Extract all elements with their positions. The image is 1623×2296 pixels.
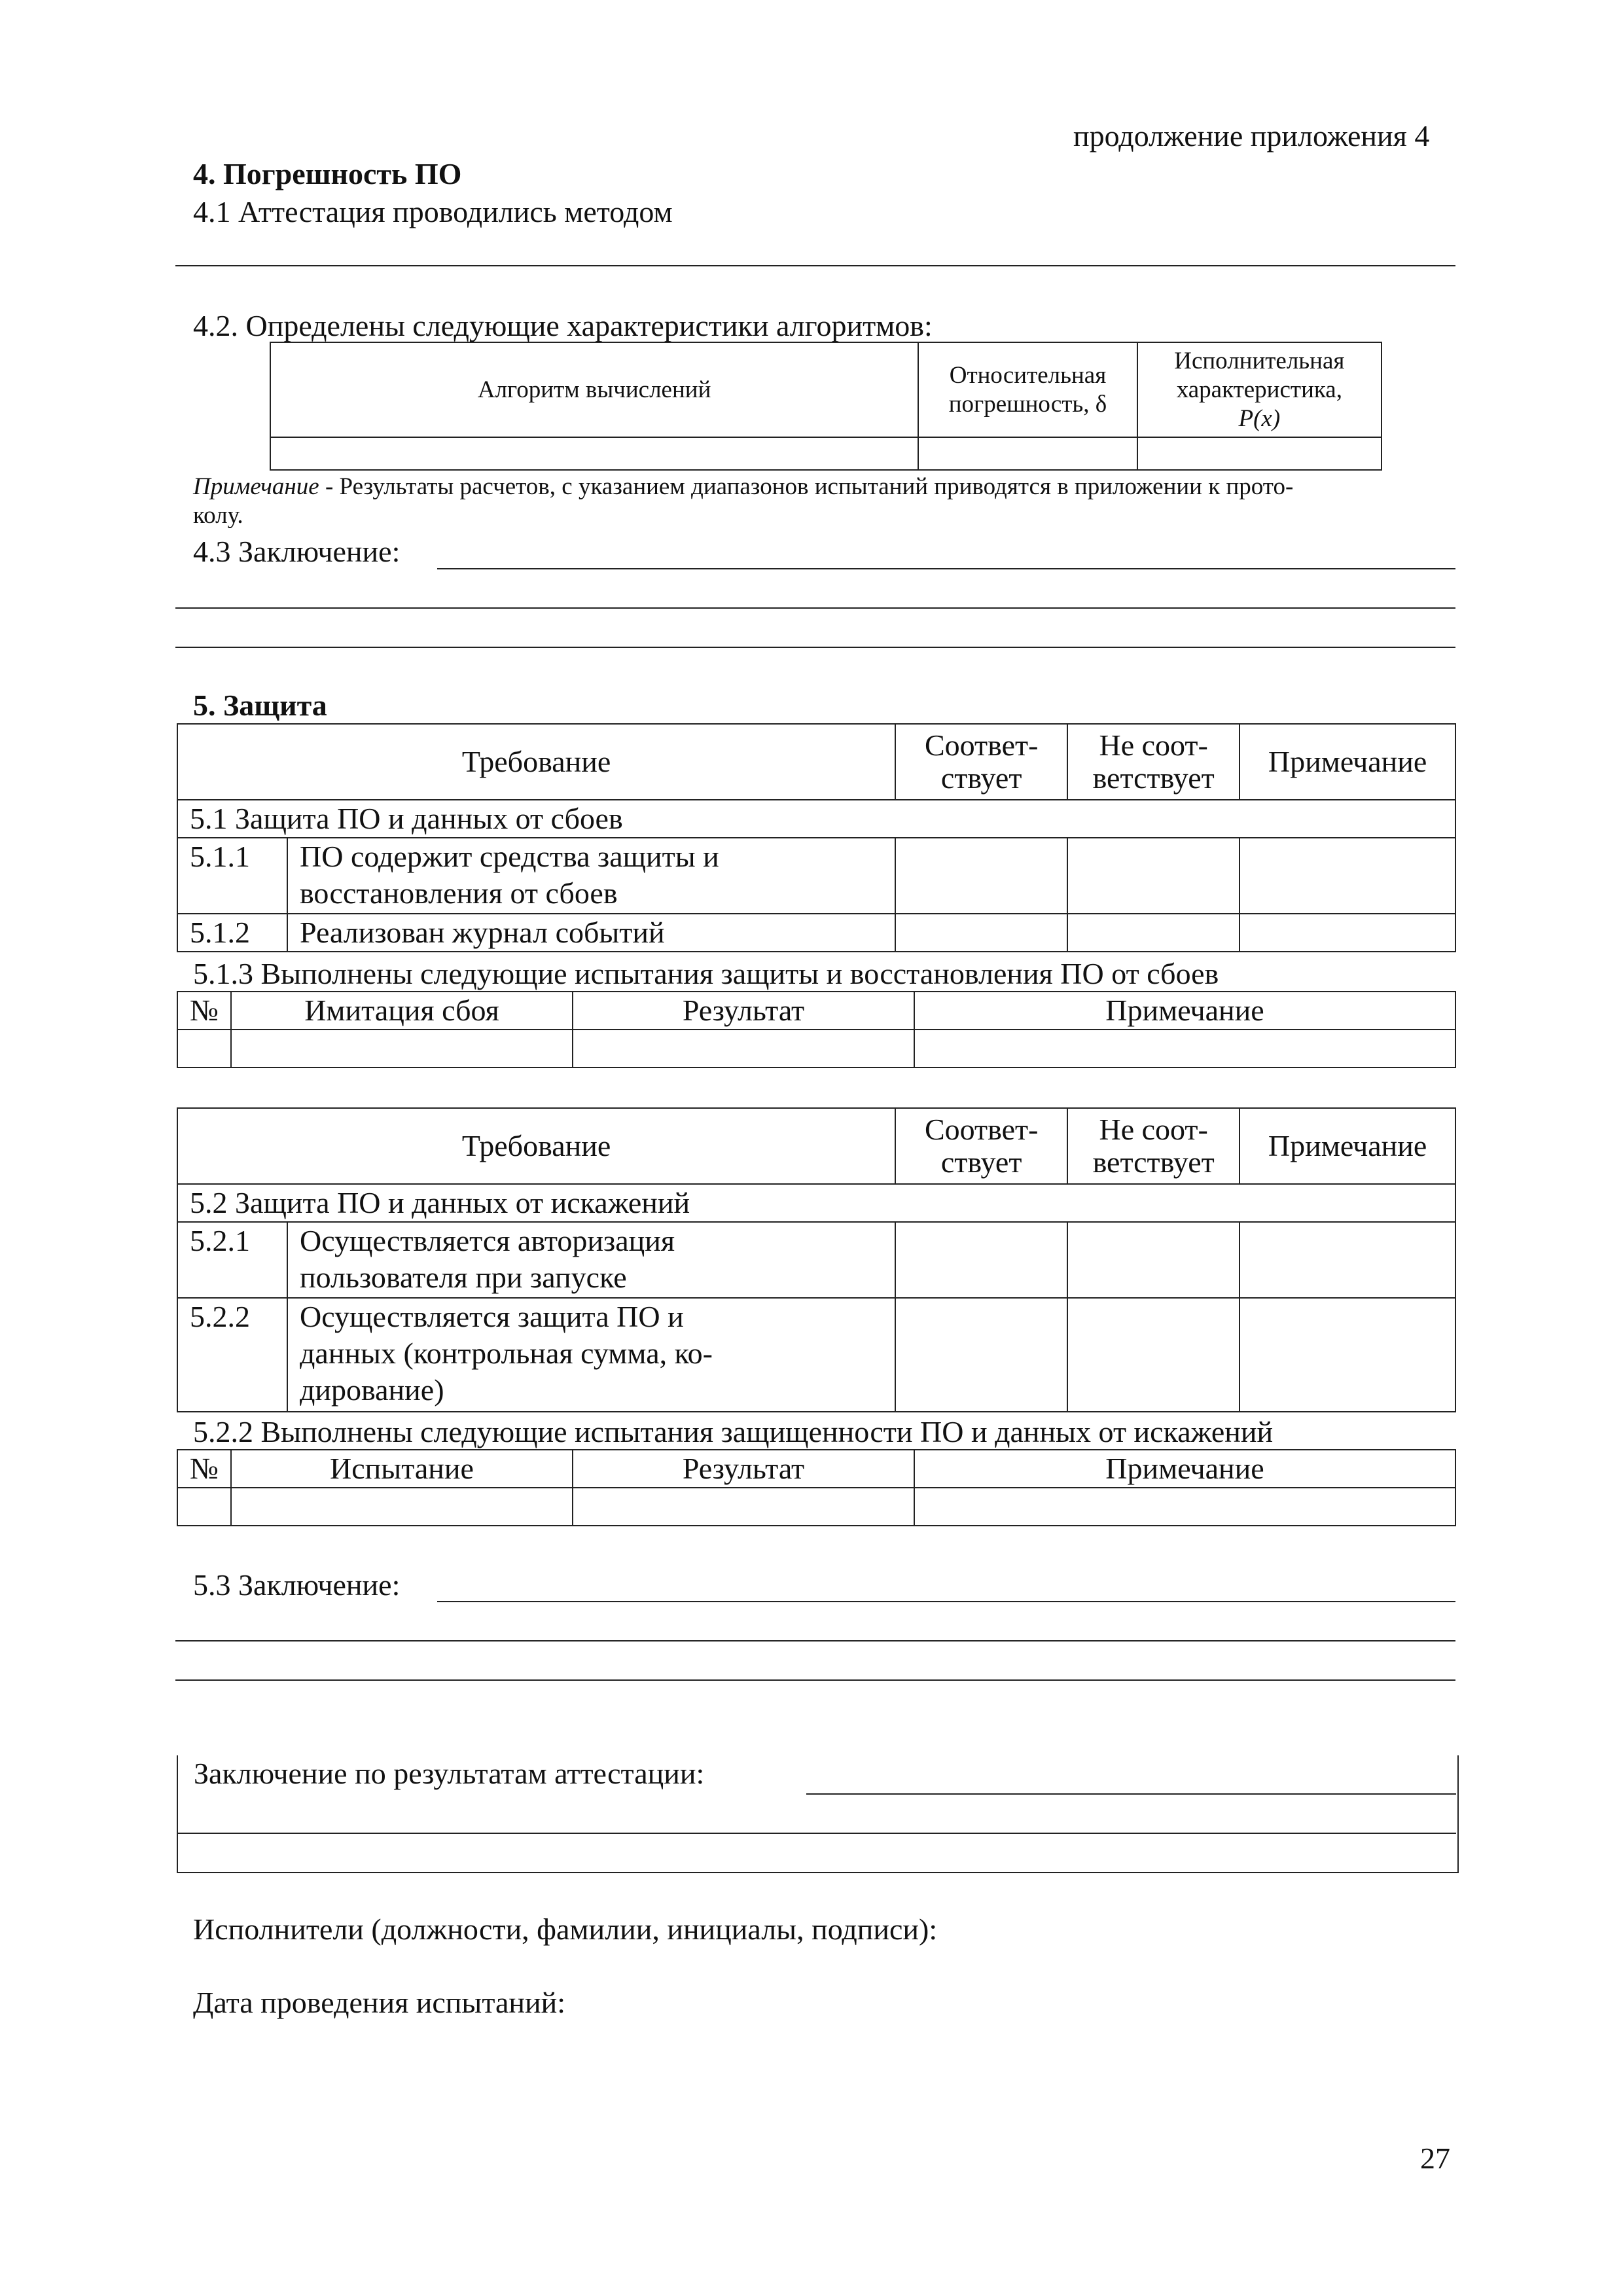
note-cell[interactable] bbox=[1240, 838, 1455, 914]
header-requirement: Требование bbox=[177, 724, 895, 800]
header-conforms: Соответ- ствует bbox=[895, 1108, 1067, 1184]
conclusion-4-line[interactable] bbox=[175, 647, 1455, 648]
algo-header-error: Относительная погрешность, δ bbox=[918, 342, 1137, 437]
row-requirement: ПО содержит средства защиты и восстановления от сбоев bbox=[287, 838, 895, 914]
conclusion-4-line[interactable] bbox=[437, 568, 1455, 569]
item-4-1: 4.1 Аттестация проводились методом bbox=[193, 195, 673, 228]
algo-cell[interactable] bbox=[270, 437, 918, 470]
tests-col-note: Примечание bbox=[914, 992, 1455, 1030]
note-label: Примечание bbox=[193, 473, 319, 500]
method-line bbox=[175, 265, 1455, 266]
conforms-cell[interactable] bbox=[895, 1222, 1067, 1298]
protection-table-1 bbox=[177, 723, 1456, 952]
tests-table-1 bbox=[177, 991, 1456, 1068]
note-cell[interactable] bbox=[1240, 1222, 1455, 1298]
row-number: 5.2.1 bbox=[177, 1222, 287, 1298]
conclusion-5-line[interactable] bbox=[437, 1601, 1455, 1602]
section-5-title: 5. Защита bbox=[193, 689, 327, 722]
row-number: 5.1.2 bbox=[177, 914, 287, 952]
algo-cell[interactable] bbox=[1137, 437, 1382, 470]
conclusion-5-line[interactable] bbox=[175, 1679, 1455, 1681]
conclusion-4-line[interactable] bbox=[175, 607, 1455, 609]
tests-title-5-2-2: 5.2.2 Выполнены следующие испытания защищенности ПО и данных от искажений bbox=[193, 1415, 1274, 1448]
header-not-conforms: Не соот- ветствует bbox=[1067, 724, 1240, 800]
header-note: Примечание bbox=[1240, 1108, 1455, 1184]
header-not-conforms: Не соот- ветствует bbox=[1067, 1108, 1240, 1184]
item-4-2: 4.2. Определены следующие характеристики алгоритмов: bbox=[193, 309, 933, 342]
final-conclusion-line[interactable] bbox=[806, 1793, 1456, 1795]
protection-table-2 bbox=[177, 1107, 1456, 1412]
continuation-label: продолжение приложения 4 bbox=[1073, 119, 1430, 152]
note-cell[interactable] bbox=[1240, 914, 1455, 952]
test-date-label: Дата проведения испытаний: bbox=[193, 1986, 566, 2019]
not-conforms-cell[interactable] bbox=[1067, 1298, 1240, 1412]
note-cell[interactable] bbox=[1240, 1298, 1455, 1412]
not-conforms-cell[interactable] bbox=[1067, 1222, 1240, 1298]
tests-cell[interactable] bbox=[914, 1488, 1455, 1526]
conclusion-5-line[interactable] bbox=[175, 1640, 1455, 1641]
row-requirement: Осуществляется защита ПО и данных (контрольная сумма, ко- дирование) bbox=[287, 1298, 895, 1412]
tests-col-test: Испытание bbox=[231, 1450, 573, 1488]
tests-title-5-1-3: 5.1.3 Выполнены следующие испытания защиты и восстановления ПО от сбоев bbox=[193, 957, 1219, 990]
algo-header-algorithm: Алгоритм вычислений bbox=[270, 342, 918, 437]
section-4-title: 4. Погрешность ПО bbox=[193, 157, 462, 190]
page-number: 27 bbox=[1420, 2142, 1450, 2175]
row-number: 5.1.1 bbox=[177, 838, 287, 914]
final-conclusion-label: Заключение по результатам аттестации: bbox=[194, 1757, 705, 1790]
tests-col-note: Примечание bbox=[914, 1450, 1455, 1488]
tests-cell[interactable] bbox=[231, 1488, 573, 1526]
header-note: Примечание bbox=[1240, 724, 1455, 800]
tests-cell[interactable] bbox=[914, 1030, 1455, 1067]
performers-label: Исполнители (должности, фамилии, инициалы, подписи): bbox=[193, 1912, 938, 1946]
not-conforms-cell[interactable] bbox=[1067, 914, 1240, 952]
note-text: - Результаты расчетов, с указанием диапазонов испытаний приводятся в приложении к прото- bbox=[319, 473, 1294, 500]
final-conclusion-line[interactable] bbox=[178, 1833, 1456, 1834]
header-requirement: Требование bbox=[177, 1108, 895, 1184]
tests-cell[interactable] bbox=[573, 1030, 914, 1067]
tests-cell[interactable] bbox=[177, 1488, 231, 1526]
row-number: 5.2.2 bbox=[177, 1298, 287, 1412]
group-row-5-1: 5.1 Защита ПО и данных от сбоев bbox=[177, 800, 1455, 838]
note-text-cont: колу. bbox=[193, 502, 243, 529]
conforms-cell[interactable] bbox=[895, 914, 1067, 952]
conforms-cell[interactable] bbox=[895, 838, 1067, 914]
tests-col-number: № bbox=[177, 1450, 231, 1488]
tests-cell[interactable] bbox=[177, 1030, 231, 1067]
tests-table-2 bbox=[177, 1449, 1456, 1526]
algorithm-table bbox=[270, 342, 1382, 471]
final-conclusion-box bbox=[177, 1755, 1459, 1873]
algo-header-performance: Исполнительная характеристика, P(x) bbox=[1137, 342, 1382, 437]
algo-cell[interactable] bbox=[918, 437, 1137, 470]
header-conforms: Соответ- ствует bbox=[895, 724, 1067, 800]
group-row-5-2: 5.2 Защита ПО и данных от искажений bbox=[177, 1184, 1455, 1222]
tests-col-number: № bbox=[177, 992, 231, 1030]
conclusion-5-3: 5.3 Заключение: bbox=[193, 1568, 401, 1602]
row-requirement: Осуществляется авторизация пользователя при запуске bbox=[287, 1222, 895, 1298]
tests-col-simulation: Имитация сбоя bbox=[231, 992, 573, 1030]
tests-col-result: Результат bbox=[573, 1450, 914, 1488]
not-conforms-cell[interactable] bbox=[1067, 838, 1240, 914]
conclusion-4-3: 4.3 Заключение: bbox=[193, 535, 401, 568]
row-requirement: Реализован журнал событий bbox=[287, 914, 895, 952]
conforms-cell[interactable] bbox=[895, 1298, 1067, 1412]
tests-cell[interactable] bbox=[573, 1488, 914, 1526]
tests-cell[interactable] bbox=[231, 1030, 573, 1067]
algo-note bbox=[193, 473, 1456, 501]
tests-col-result: Результат bbox=[573, 992, 914, 1030]
